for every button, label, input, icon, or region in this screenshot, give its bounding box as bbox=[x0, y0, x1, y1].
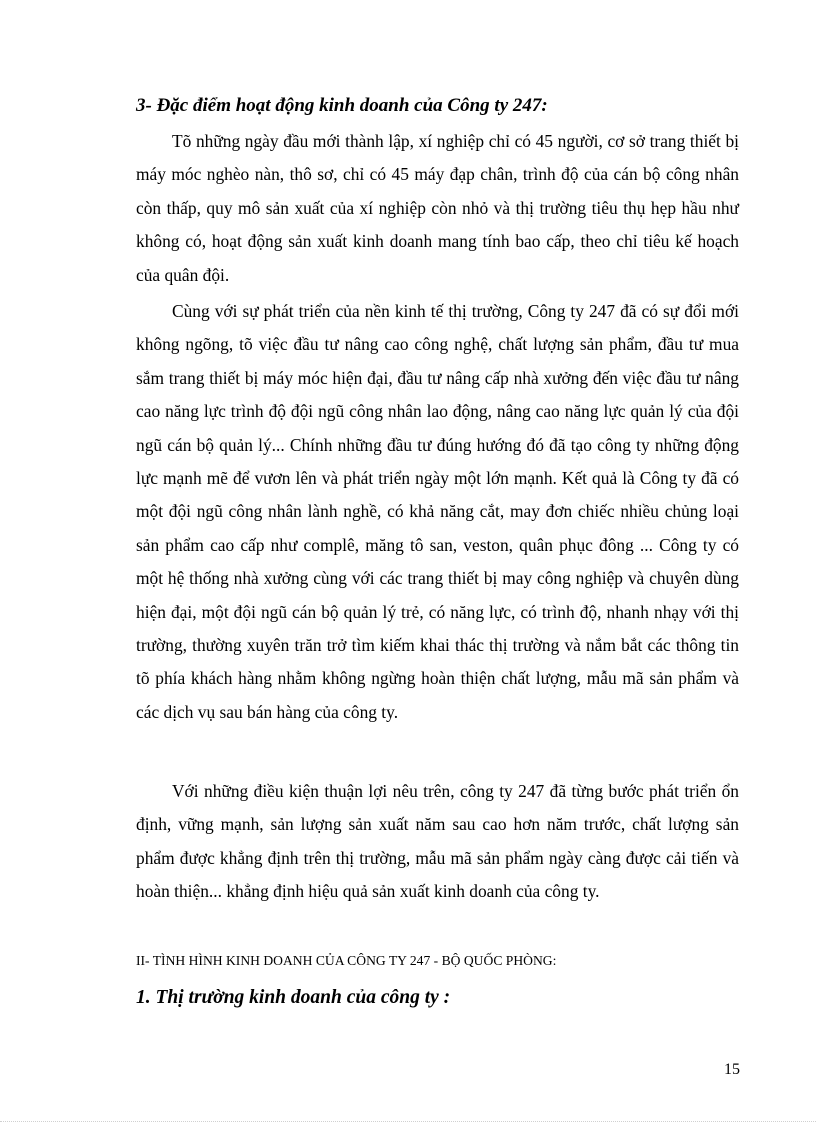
paragraph-results: Với những điều kiện thuận lợi nêu trên, công ty 247 đã từng bước phát triển ổn định, vững mạnh, sản lượng sản xuất năm sau cao hơn năm trước, chất lượng sản phẩm được khẳng định trên thị trường, mẫu mã sản phẩm ngày càng được cải tiến và hoàn thiện... khẳng định hiệu quả sản xuất kinh doanh của công ty. bbox=[136, 781, 739, 902]
page-number: 15 bbox=[724, 1061, 740, 1078]
section-heading: 3- Đặc điểm hoạt động kinh doanh của Công ty 247: bbox=[136, 95, 548, 116]
paragraph-development: Cùng với sự phát triển của nền kinh tế thị trường, Công ty 247 đã có sự đổi mới không ngõng, tõ việc đầu tư nâng cao công nghệ, chất lượng sản phẩm, đầu tư mua sắm trang thiết bị máy móc hiện đại, đầu tư nâng cấp nhà xưởng đến việc đầu tư nâng cao năng lực trình độ đội ngũ công nhân lao động, nâng cao năng lực quản lý của đội ngũ cán bộ quản lý... Chính những đầu tư đúng hướng đó đã tạo công ty những động lực mạnh mẽ để vươn lên và phát triển ngày một lớn mạnh. Kết quả là Công ty đã có một đội ngũ công nhân lành nghề, có khả năng cắt, may đơn chiếc nhiều chủng loại sản phẩm cao cấp như complê, măng tô san, veston, quân phục đông ... Công ty có một hệ thống nhà xưởng cùng với các trang thiết bị may công nghiệp và chuyên dùng hiện đại, một đội ngũ cán bộ quản lý trẻ, có năng lực, có trình độ, nhanh nhạy với thị trường, thường xuyên trăn trở tìm kiếm khai thác thị trường và nắm bắt các thông tin tõ phía khách hàng nhằm không ngừng hoàn thiện chất lượng, mẫu mã sản phẩm và các dịch vụ sau bán hàng của công ty. bbox=[136, 301, 739, 722]
page-bottom-divider bbox=[0, 1121, 816, 1122]
paragraph-early-history: Tõ những ngày đầu mới thành lập, xí nghiệp chỉ có 45 người, cơ sở trang thiết bị máy móc nghèo nàn, thô sơ, chỉ có 45 máy đạp chân, trình độ của cán bộ công nhân còn thấp, quy mô sản xuất của xí nghiệp còn nhỏ và thị trường tiêu thụ hẹp hầu như không có, hoạt động sản xuất kinh doanh mang tính bao cấp, theo chỉ tiêu kế hoạch của quân đội. bbox=[136, 131, 739, 285]
sub-heading: 1. Thị trường kinh doanh của công ty : bbox=[136, 987, 451, 1008]
part-heading: II- TÌNH HÌNH KINH DOANH CỦA CÔNG TY 247 - BỘ QUỐC PHÒNG: bbox=[136, 953, 557, 968]
